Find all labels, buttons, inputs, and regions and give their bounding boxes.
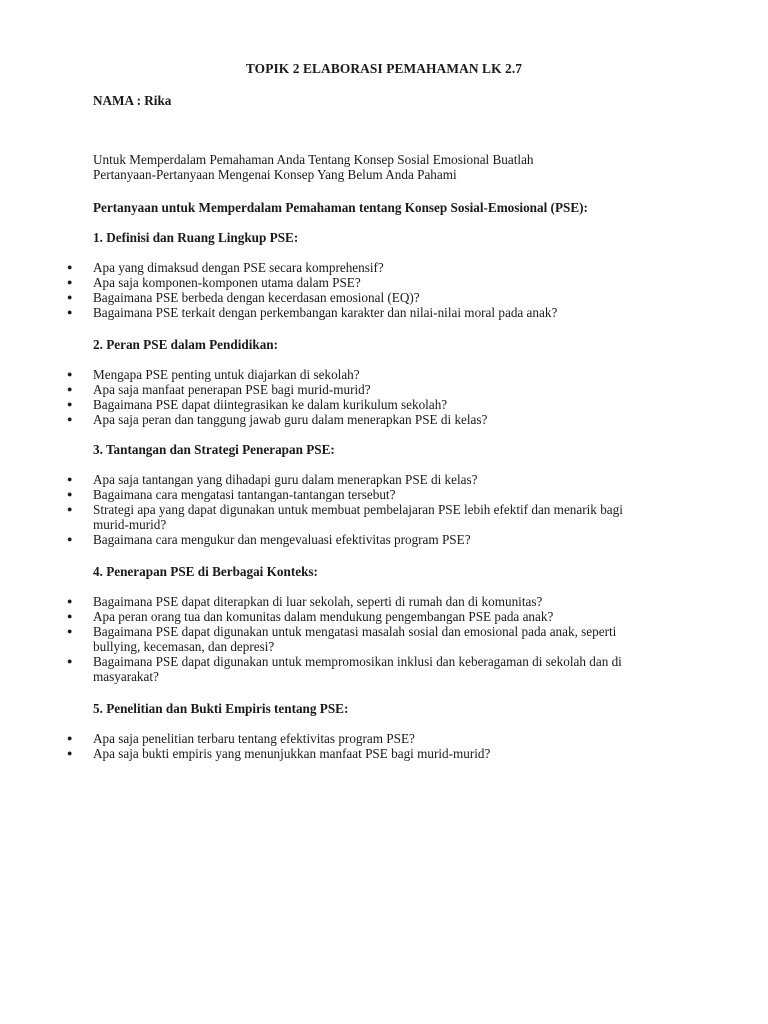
question-item: [0, 305, 653, 320]
question-text: Bagaimana PSE dapat diintegrasikan ke dalam kurikulum sekolah?: [93, 397, 448, 412]
question-item: [0, 654, 653, 684]
question-item: [0, 275, 653, 290]
question-list: [0, 260, 768, 320]
bullet-icon: ●: [67, 307, 73, 317]
question-text: Bagaimana PSE dapat diterapkan di luar sekolah, seperti di rumah dan di komunitas?: [93, 594, 543, 609]
bullet-icon: ●: [67, 414, 73, 424]
question-text: Apa saja penelitian terbaru tentang efektivitas program PSE?: [93, 731, 415, 746]
lead-heading: Pertanyaan untuk Memperdalam Pemahaman tentang Konsep Sosial-Emosional (PSE):: [93, 200, 588, 215]
question-item: [0, 472, 653, 487]
bullet-icon: ●: [67, 292, 73, 302]
question-item: [0, 624, 653, 654]
bullet-icon: ●: [67, 534, 73, 544]
question-item: [0, 367, 653, 382]
question-list: [0, 731, 768, 761]
bullet-icon: ●: [67, 626, 73, 636]
bullet-icon: ●: [67, 596, 73, 606]
question-text: Bagaimana cara mengatasi tantangan-tantangan tersebut?: [93, 487, 396, 502]
intro-line: Untuk Memperdalam Pemahaman Anda Tentang Konsep Sosial Emosional Buatlah: [93, 152, 534, 167]
question-text: Bagaimana cara mengukur dan mengevaluasi efektivitas program PSE?: [93, 532, 471, 547]
question-text: Apa yang dimaksud dengan PSE secara komprehensif?: [93, 260, 384, 275]
document-title: TOPIK 2 ELABORASI PEMAHAMAN LK 2.7: [245, 61, 523, 76]
section-heading: 3. Tantangan dan Strategi Penerapan PSE:: [93, 442, 335, 457]
question-text: Bagaimana PSE terkait dengan perkembangan karakter dan nilai-nilai moral pada anak?: [93, 305, 558, 320]
bullet-icon: ●: [67, 504, 73, 514]
question-text: Mengapa PSE penting untuk diajarkan di sekolah?: [93, 367, 360, 382]
question-item: [0, 397, 653, 412]
bullet-icon: ●: [67, 384, 73, 394]
question-list: [0, 472, 768, 547]
question-text: Bagaimana PSE berbeda dengan kecerdasan emosional (EQ)?: [93, 290, 420, 305]
question-item: [0, 609, 653, 624]
question-item: [0, 260, 653, 275]
section-5: [0, 701, 768, 761]
intro-line: Pertanyaan-Pertanyaan Mengenai Konsep Yang Belum Anda Pahami: [93, 167, 457, 182]
section-heading: 1. Definisi dan Ruang Lingkup PSE:: [93, 230, 299, 245]
section-3: [0, 442, 768, 547]
bullet-icon: ●: [67, 611, 73, 621]
question-item: [0, 532, 653, 547]
question-list: [0, 594, 768, 684]
bullet-icon: ●: [67, 369, 73, 379]
question-text: Apa saja tantangan yang dihadapi guru dalam menerapkan PSE di kelas?: [93, 472, 478, 487]
question-item: [0, 290, 653, 305]
question-text: Bagaimana PSE dapat digunakan untuk mempromosikan inklusi dan keberagaman di sekolah dan di masyarakat?: [93, 654, 622, 684]
bullet-icon: ●: [67, 399, 73, 409]
bullet-icon: ●: [67, 656, 73, 666]
section-1: [0, 230, 768, 320]
question-item: [0, 502, 653, 532]
question-item: [0, 746, 653, 761]
question-item: [0, 731, 653, 746]
bullet-icon: ●: [67, 262, 73, 272]
bullet-icon: ●: [67, 748, 73, 758]
question-item: [0, 382, 653, 397]
question-list: [0, 367, 768, 427]
section-2: [0, 337, 768, 427]
section-heading: 5. Penelitian dan Bukti Empiris tentang PSE:: [93, 701, 349, 716]
question-text: Apa saja bukti empiris yang menunjukkan manfaat PSE bagi murid-murid?: [93, 746, 491, 761]
question-item: [0, 594, 653, 609]
question-item: [0, 487, 653, 502]
bullet-icon: ●: [67, 277, 73, 287]
name-line: NAMA : Rika: [93, 93, 172, 108]
question-text: Apa saja peran dan tanggung jawab guru dalam menerapkan PSE di kelas?: [93, 412, 488, 427]
question-text: Apa saja manfaat penerapan PSE bagi murid-murid?: [93, 382, 371, 397]
section-4: [0, 564, 768, 684]
intro-paragraph: [93, 152, 653, 182]
bullet-icon: ●: [67, 733, 73, 743]
bullet-icon: ●: [67, 474, 73, 484]
question-text: Bagaimana PSE dapat digunakan untuk mengatasi masalah sosial dan emosional pada anak, seperti bullying, kecemasan, dan depresi?: [93, 624, 617, 654]
question-text: Strategi apa yang dapat digunakan untuk membuat pembelajaran PSE lebih efektif dan menarik bagi murid-murid?: [93, 502, 623, 532]
question-text: Apa saja komponen-komponen utama dalam PSE?: [93, 275, 361, 290]
section-heading: 4. Penerapan PSE di Berbagai Konteks:: [93, 564, 318, 579]
question-text: Apa peran orang tua dan komunitas dalam mendukung pengembangan PSE pada anak?: [93, 609, 554, 624]
section-heading: 2. Peran PSE dalam Pendidikan:: [93, 337, 279, 352]
question-item: [0, 412, 653, 427]
bullet-icon: ●: [67, 489, 73, 499]
